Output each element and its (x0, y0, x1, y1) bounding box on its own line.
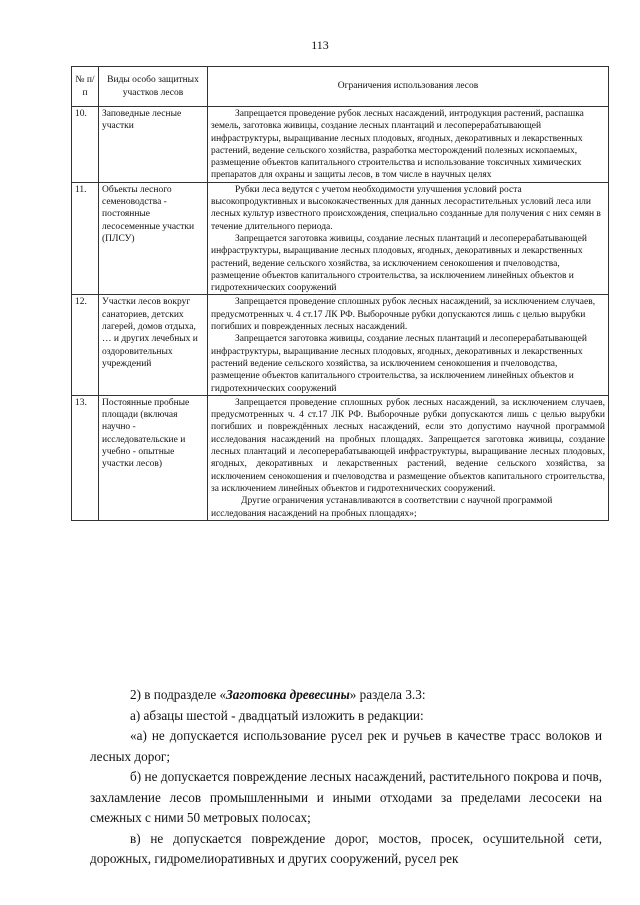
row-area-type: Постоянные пробные площади (включая научно - исследовательские и учебно - опытные участки лесов) (99, 395, 208, 520)
body-paragraph: а) абзацы шестой - двадцатый изложить в редакции: (130, 707, 424, 723)
restriction-paragraph: Запрещается проведение рубок лесных насаждений, интродукция растений, распашка земель, заготовка живицы, создание лесных плантаций и лесоперерабатывающей инфраструктуры, выращивание лесных плодовых, ягодных, декоративных и лекарственных растений, ведение сельского хозяйства, разработка месторождений полезных ископаемых, размещение объектов капитального строительства и использование токсичных химических препаратов для охраны и защиты лесов, в том числе в научных целях (211, 109, 584, 181)
restriction-paragraph: Запрещается проведение сплошных рубок лесных насаждений, за исключением случаев, предусмотренных ч. 4 ст.17 ЛК РФ. Выборочные рубки допускаются лишь с целью вырубки погибших и повреждённых лесных насаждений, если это допустимо научной программой исследования насаждений на пробных площадях. Запрещается заготовка живицы, создание лесных плантаций и лесоперерабатывающей инфраструктуры, выращивание лесных плодовых, ягодных, декоративных и лекарственных растений, ведение сельского хозяйства, за исключением сенокошения и пчеловодства и размещение объектов капитального строительства, за исключением линейных объектов и гидротехнических сооружений. (211, 397, 605, 494)
row-number: 10. (72, 107, 99, 183)
restrictions-table (71, 66, 609, 521)
row-area-type: Заповедные лесные участки (99, 107, 208, 183)
subsection-heading-post: » раздела 3.3: (349, 687, 426, 702)
row-number: 13. (72, 395, 99, 520)
row-number: 11. (72, 182, 99, 295)
row-restrictions (208, 295, 609, 395)
row-restrictions (208, 107, 609, 183)
body-paragraph: «а) не допускается использование русел рек и ручьев в качестве трасс волоков и лесных дорог; (90, 728, 602, 764)
restriction-paragraph: Рубки леса ведутся с учетом необходимости улучшения условий роста высокопродуктивных и высококачественных для данных лесорастительных условий леса или лесных культур известного происхождения, специально созданные для получения с них семян в течение длительного периода. (211, 184, 601, 232)
body-paragraph: в) не допускается повреждение дорог, мостов, просек, осушительной сети, дорожных, гидромелиоративных и других сооружений, русел рек (90, 830, 602, 866)
amendment-text (90, 685, 602, 870)
page-number: 113 (311, 38, 329, 52)
table-row (72, 182, 609, 295)
restriction-paragraph: Запрещается проведение сплошных рубок лесных насаждений, за исключением случаев, предусмотренных ч. 4 ст.17 ЛК РФ. Выборочные рубки допускаются лишь с целью вырубки погибших и поврежденных лесных насаждений. (211, 297, 596, 333)
restriction-paragraph: Запрещается заготовка живицы, создание лесных плантаций и лесоперерабатывающей инфраструктуры, выращивание лесных плодовых, ягодных, декоративных и лекарственных растений, ведение сельского хозяйства, за исключением сенокошения и пчеловодства, размещение объектов капитального строительства, за исключением линейных объектов и гидротехнических сооружений (211, 233, 587, 294)
row-restrictions (208, 182, 609, 295)
header-restrictions: Ограничения использования лесов (208, 67, 609, 107)
row-area-type: Объекты лесного семеноводства - постоянные лесосеменные участки (ПЛСУ) (99, 182, 208, 295)
table-row (72, 107, 609, 183)
row-restrictions (208, 395, 609, 520)
body-paragraph: б) не допускается повреждение лесных насаждений, растительного покрова и почв, захламление лесов промышленными и иными отходами за пределами лесосеки на смежных с ними 50 метровых полосах; (90, 769, 602, 825)
row-area-type: Участки лесов вокруг санаториев, детских лагерей, домов отдыха, … и других лечебных и оздоровительных учреждений (99, 295, 208, 395)
subsection-heading-pre: 2) в подразделе « (130, 687, 227, 702)
table-row (72, 295, 609, 395)
table-header-row (72, 67, 609, 107)
header-number: № п/п (72, 67, 99, 107)
subsection-title: Заготовка древесины (226, 687, 350, 702)
restriction-paragraph: Другие ограничения устанавливаются в соответствии с научной программой исследования насаждений на пробных площадях»; (211, 496, 553, 519)
row-number: 12. (72, 295, 99, 395)
table-row (72, 395, 609, 520)
restriction-paragraph: Запрещается заготовка живицы, создание лесных плантаций и лесоперерабатывающей инфраструктуры, выращивание лесных плодовых, ягодных, декоративных и лекарственных растений ведение сельского хозяйства, за исключением сенокошения и пчеловодства, размещение объектов капитального строительства, за исключением линейных объектов и гидротехнических сооружений (211, 334, 587, 394)
subsection-heading (90, 685, 602, 706)
header-area-type: Виды особо защитных участков лесов (99, 67, 208, 107)
